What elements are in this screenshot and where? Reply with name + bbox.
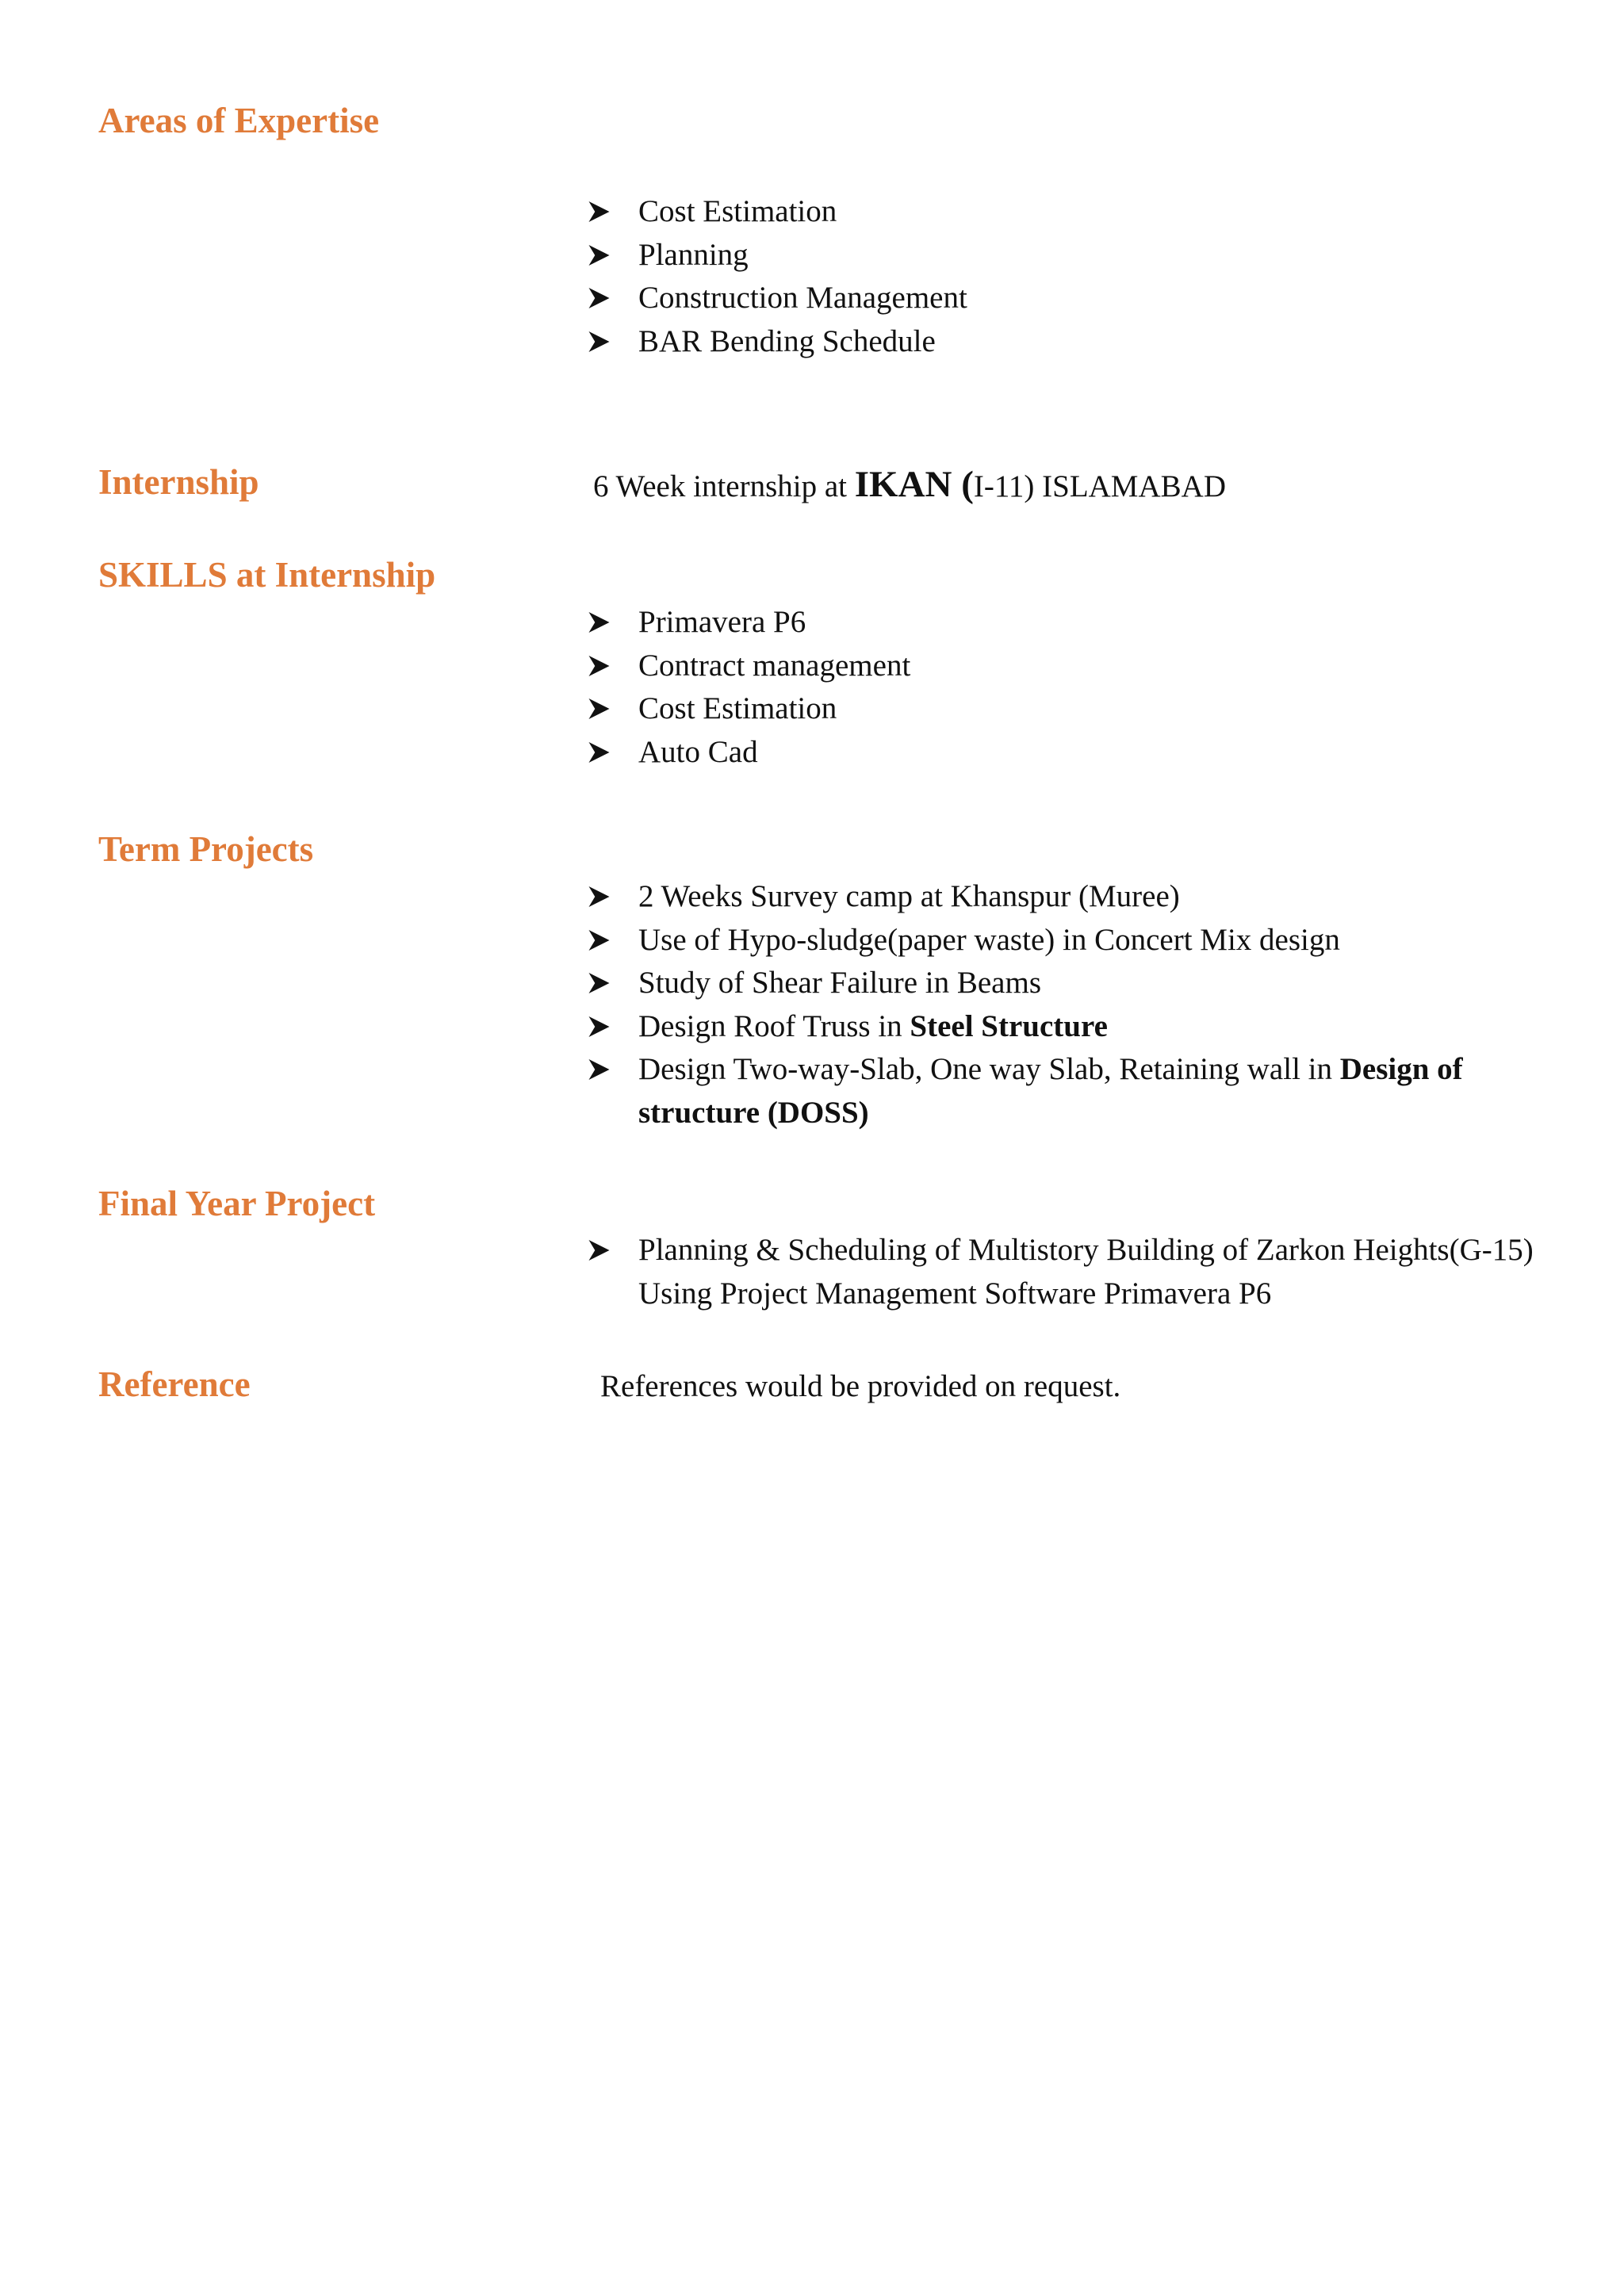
reference-text: References would be provided on request. <box>600 1369 1121 1403</box>
internship-text: 6 Week internship at IKAN (I-11) ISLAMABAD <box>593 464 1226 505</box>
arrowhead-bullet-icon <box>588 1240 610 1261</box>
arrowhead-bullet-icon <box>588 1016 610 1037</box>
skills-at-internship-heading: SKILLS at Internship <box>98 555 436 595</box>
arrowhead-bullet-icon <box>588 331 610 352</box>
list-item: Planning <box>588 234 1540 277</box>
arrowhead-bullet-icon <box>588 742 610 763</box>
list-item: Use of Hypo-sludge(paper waste) in Concert Mix design <box>588 919 1540 962</box>
arrowhead-bullet-icon <box>588 656 610 676</box>
arrowhead-bullet-icon <box>588 698 610 719</box>
arrowhead-bullet-icon <box>588 612 610 633</box>
reference-heading: Reference <box>98 1364 251 1404</box>
arrowhead-bullet-icon <box>588 930 610 951</box>
list-item: Auto Cad <box>588 731 1540 775</box>
list-item: Design Roof Truss in Steel Structure <box>588 1005 1540 1049</box>
arrowhead-bullet-icon <box>588 201 610 222</box>
list-item: Cost Estimation <box>588 190 1540 234</box>
list-item: Planning & Scheduling of Multistory Building of Zarkon Heights(G-15) Using Project Management Software Primavera P6 <box>588 1229 1540 1315</box>
final-year-project-heading: Final Year Project <box>98 1184 376 1223</box>
list-item: Contract management <box>588 645 1540 688</box>
list-item: Primavera P6 <box>588 601 1540 645</box>
term-projects-list <box>588 875 1540 1135</box>
arrowhead-bullet-icon <box>588 1059 610 1080</box>
internship-heading: Internship <box>98 462 259 502</box>
list-item: Construction Management <box>588 277 1540 320</box>
list-item: 2 Weeks Survey camp at Khanspur (Muree) <box>588 875 1540 919</box>
internship-company: IKAN ( <box>854 464 974 505</box>
skills-at-internship-list <box>588 601 1540 774</box>
term-projects-heading: Term Projects <box>98 829 314 869</box>
areas-of-expertise-list <box>588 190 1540 363</box>
final-year-project-list <box>588 1229 1540 1315</box>
list-item: Study of Shear Failure in Beams <box>588 962 1540 1005</box>
arrowhead-bullet-icon <box>588 973 610 993</box>
list-item: Cost Estimation <box>588 687 1540 731</box>
list-item: Design Two-way-Slab, One way Slab, Retaining wall in Design of structure (DOSS) <box>588 1048 1540 1135</box>
arrowhead-bullet-icon <box>588 245 610 266</box>
arrowhead-bullet-icon <box>588 288 610 308</box>
list-item: BAR Bending Schedule <box>588 320 1540 364</box>
areas-of-expertise-heading: Areas of Expertise <box>98 101 380 140</box>
arrowhead-bullet-icon <box>588 886 610 907</box>
